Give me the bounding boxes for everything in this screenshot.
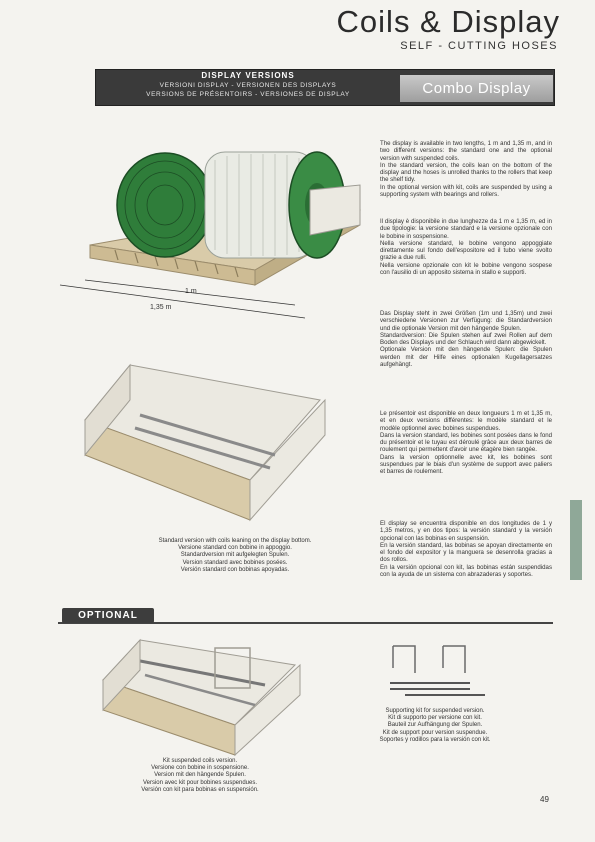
dimension-length-2: 1,35 m: [150, 304, 172, 311]
text-english: The display is available in two lengths, 1 m and 1,35 m, and in two different versions: the standard one and the optional version with suspended coils. In the standard version, the coils lean on the bottom of the display and the hoses is unrolled thanks to the rollers that keep the shelf tidy. In the optional version with kit, coils are suspended by using a supporting system with bearings and rollers.: [380, 140, 552, 199]
kit-parts-image: [385, 638, 490, 700]
page-number: 49: [540, 795, 549, 804]
standard-display-image: [75, 360, 340, 535]
text-spanish: El display se encuentra disponible en dos longitudes de 1 y 1,35 metros, y en dos tipos: la versión standard y la versión opcional con las bobinas en suspensión. En la versión standard, las bobinas se apoyan directamente en el fondo del expositor y la manguera se desenrolla gracias a dos rollos. En la versión opcional con kit, las bobinas están suspendidas con la ayuda de un sistema con abrazaderas y soportes.: [380, 520, 552, 579]
banner-title: DISPLAY VERSIONS: [201, 71, 295, 80]
text-italian: Il display è disponibile in due lunghezze da 1 m e 1,35 m, ed in due tipologie: la versione standard e la versione opzionale con le bobine in sospensione. Nella versione standard, le bobine vengono appoggiate direttamente sul fondo dell'espositore ed il tubo viene svolto grazie a due rulli. Nella versione opzionale con kit le bobine vengono sospese con l'ausilio di un apposito sistema in stallo e supporti.: [380, 218, 552, 277]
kit-display-image: [95, 630, 305, 760]
kit-parts-caption: Supporting kit for suspended version. Kit di supporto per versione con kit. Bauteil zur Aufhängung der Spulen. Kit de support pour version suspendue. Soportes y rodillos para la versión con kit.: [379, 708, 491, 743]
kit-version-caption: Kit suspended coils version. Versione con bobine in sospensione. Version mit den hängende Spulen. Version avec kit pour bobines suspendues. Versión con kit para bobinas en suspensión.: [141, 758, 259, 793]
banner-subtitle-1: VERSIONI DISPLAY - VERSIONEN DES DISPLAYS: [159, 82, 337, 89]
side-tab: [570, 500, 582, 580]
optional-label: OPTIONAL: [62, 608, 154, 623]
text-german: Das Display steht in zwei Größen (1m und 1,35m) und zwei verschiedene Versionen zur Verfügung: die Standardversion und die optionale Version mit den hängende Spulen. Standardversion: Die Spulen stehen auf zwei Rollen auf dem Boden des Displays und der Schlauch wird dann abgewickelt. Optionale Version mit den hängende Spulen: die Spulen werden mit der Hilfe eines optionalen Kugellagersatzes aufgehängt.: [380, 310, 552, 369]
page-title: Coils & Display: [336, 4, 560, 39]
combo-display-label: Combo Display: [400, 75, 553, 102]
display-with-coils-image: [55, 130, 370, 325]
page-subtitle: SELF - CUTTING HOSES: [400, 40, 558, 52]
banner-subtitle-2: VERSIONS DE PRÉSENTOIRS - VERSIONES DE DISPLAY: [146, 91, 350, 98]
text-french: Le présentoir est disponible en deux longueurs 1 m et 1,35 m, et en deux versions différentes: le modèle standard et le modèle optionnel avec bobines suspendues. Dans la version standard, les bobines sont posées dans le fond du présentoir et le tuyau est déroulé grâce aux deux barres de roulement qui permettent d'avoir une étagère bien rangée. Dans la version optionnelle avec kit, les bobines sont suspendues par le biais d'un système de support avec paliers et barres de roulement.: [380, 410, 552, 476]
standard-version-caption: Standard version with coils leaning on the display bottom. Versione standard con bobine in appoggio. Standardversion mit aufgelegten Spulen. Version standard avec bobines posées. Versión standard con bobinas apoyadas.: [158, 538, 312, 573]
dimension-length-1: 1 m: [185, 288, 197, 295]
